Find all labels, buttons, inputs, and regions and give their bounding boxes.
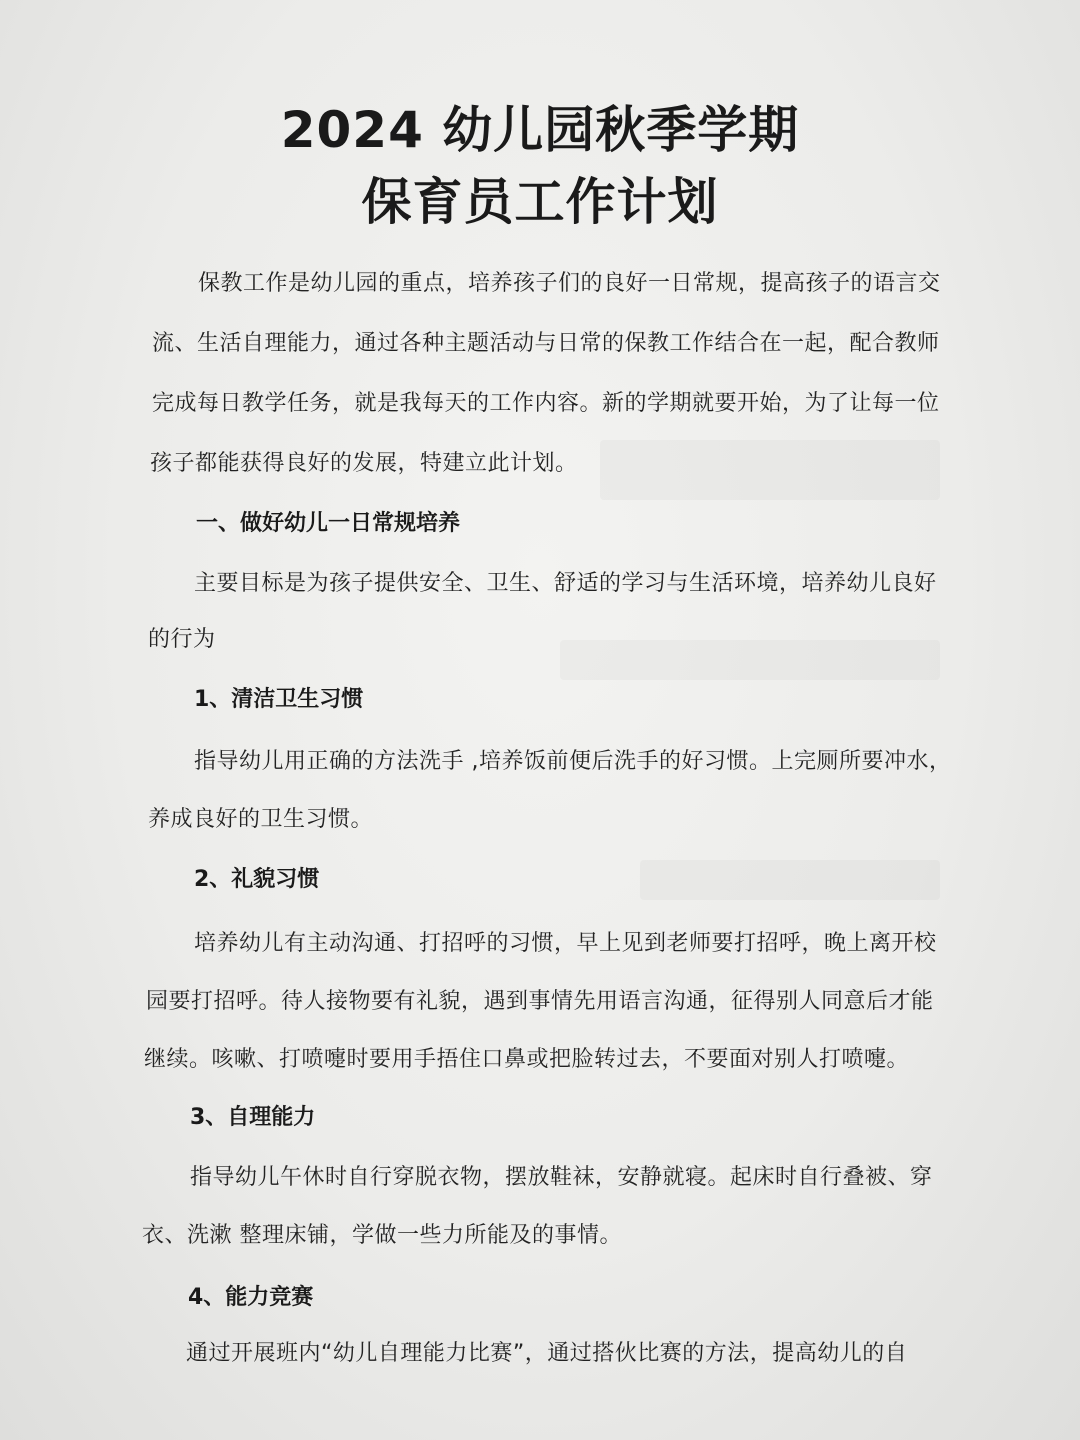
intro-line: 流、生活自理能力，通过各种主题活动与日常的保教工作结合在一起，配合教师 bbox=[152, 331, 940, 356]
item-heading: 2、礼貌习惯 bbox=[194, 867, 320, 892]
intro-line: 保教工作是幼儿园的重点，培养孩子们的良好一日常规，提高孩子的语言交 bbox=[198, 271, 941, 296]
item-body-line: 指导幼儿用正确的方法洗手 ,培养饭前便后洗手的好习惯。上完厕所要冲水， bbox=[194, 749, 952, 774]
section-body-line: 主要目标是为孩子提供安全、卫生、舒适的学习与生活环境，培养幼儿良好 bbox=[194, 571, 937, 596]
bleed-through-shadow bbox=[640, 860, 940, 900]
item-body-line: 通过开展班内“幼儿自理能力比赛”，通过搭伙比赛的方法，提高幼儿的自 bbox=[186, 1341, 908, 1366]
document-title-line-1: 2024 幼儿园秋季学期 bbox=[280, 101, 800, 159]
section-body-line: 的行为 bbox=[148, 627, 216, 652]
item-body-line: 继续。咳嗽、打喷嚏时要用手捂住口鼻或把脸转过去，不要面对别人打喷嚏。 bbox=[144, 1047, 910, 1072]
item-body-line: 养成良好的卫生习惯。 bbox=[148, 807, 374, 832]
section-heading: 一、做好幼儿一日常规培养 bbox=[196, 511, 461, 536]
item-heading: 4、能力竞赛 bbox=[188, 1285, 314, 1310]
item-heading: 3、自理能力 bbox=[190, 1105, 316, 1130]
item-heading: 1、清洁卫生习惯 bbox=[194, 687, 364, 712]
item-body-line: 指导幼儿午休时自行穿脱衣物，摆放鞋袜，安静就寝。起床时自行叠被、穿 bbox=[190, 1165, 933, 1190]
item-body-line: 园要打招呼。待人接物要有礼貌，遇到事情先用语言沟通，征得别人同意后才能 bbox=[146, 989, 934, 1014]
item-body-line: 衣、洗漱 整理床铺，学做一些力所能及的事情。 bbox=[142, 1223, 622, 1248]
intro-line: 完成每日教学任务，就是我每天的工作内容。新的学期就要开始，为了让每一位 bbox=[152, 391, 940, 416]
item-body-line: 培养幼儿有主动沟通、打招呼的习惯，早上见到老师要打招呼，晚上离开校 bbox=[194, 931, 937, 956]
bleed-through-shadow bbox=[600, 440, 940, 500]
bleed-through-shadow bbox=[560, 640, 940, 680]
document-title-line-2: 保育员工作计划 bbox=[361, 173, 719, 231]
intro-line: 孩子都能获得良好的发展，特建立此计划。 bbox=[150, 451, 578, 476]
